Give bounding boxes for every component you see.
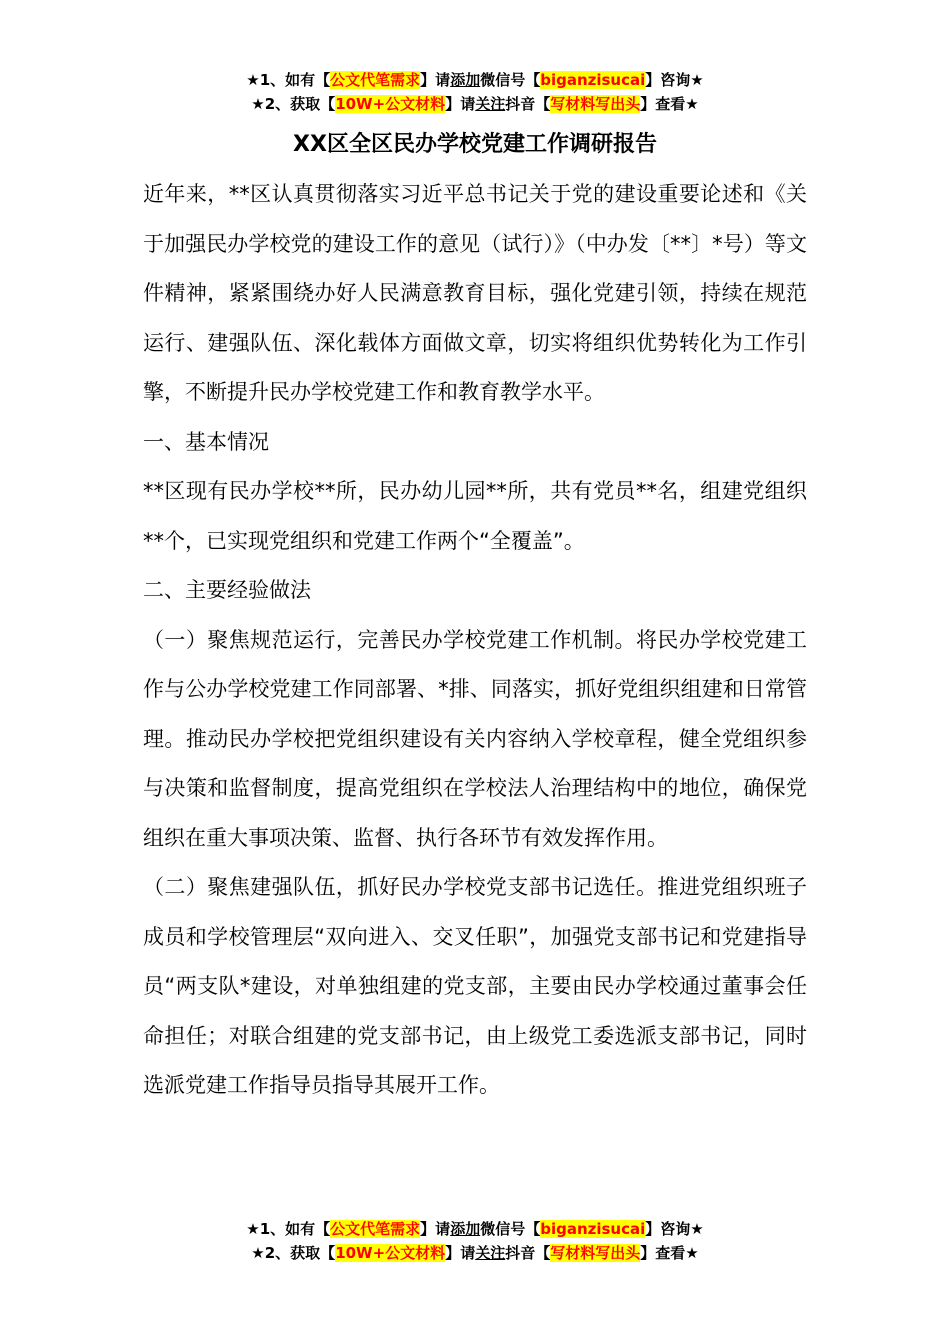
paragraph-basic-info: **区现有民办学校**所，民办幼儿园**所，共有党员**名，组建党组织**个，已实现党组织和党建工作两个“全覆盖”。 <box>143 479 807 553</box>
document-body <box>143 170 807 1111</box>
section-heading-basic: 一、基本情况 <box>143 429 269 454</box>
promo-highlight: 公文代笔需求 <box>330 71 421 89</box>
promo-banner-bottom <box>0 1217 950 1265</box>
promo-line-1: ★1、如有【公文代笔需求】请添加微信号【biganzisucai】咨询★ <box>246 71 704 89</box>
section-heading-experience: 二、主要经验做法 <box>143 578 311 602</box>
promo-wechat-id: biganzisucai <box>540 1220 646 1238</box>
promo-douyin-id: 写材料写出头 <box>550 95 641 113</box>
paragraph-intro: 近年来，**区认真贯彻落实习近平总书记关于党的建设重要论述和《关于加强民办学校党的建设工作的意见（试行）》（中办发〔**〕*号）等文件精神，紧紧围绕办好人民满意教育目标，强化党建引领，持续在规范运行、建强队伍、深化载体方面做文章，切实将组织优势转化为工作引擎，不断提升民办学校党建工作和教育教学水平。 <box>143 182 807 404</box>
paragraph-experience-2: （二）聚焦建强队伍，抓好民办学校党支部书记选任。推进党组织班子成员和学校管理层“双向进入、交叉任职”，加强党支部书记和党建指导员“两支队*建设，对单独组建的党支部，主要由民办学校通过董事会任命担任；对联合组建的党支部书记，由上级党工委选派支部书记，同时选派党建工作指导员指导其展开工作。 <box>143 875 807 1097</box>
promo-highlight: 10W+公文材料 <box>335 95 446 113</box>
promo-wechat-id: biganzisucai <box>540 71 646 89</box>
promo-highlight: 公文代笔需求 <box>330 1220 421 1238</box>
document-title: XX区全区民办学校党建工作调研报告 <box>293 132 657 157</box>
promo-line-1: ★1、如有【公文代笔需求】请添加微信号【biganzisucai】咨询★ <box>246 1220 704 1238</box>
promo-highlight: 10W+公文材料 <box>335 1244 446 1262</box>
promo-banner-top <box>0 68 950 116</box>
promo-line-2: ★2、获取【10W+公文材料】请关注抖音【写材料写出头】查看★ <box>251 95 699 113</box>
paragraph-experience-1: （一）聚焦规范运行，完善民办学校党建工作机制。将民办学校党建工作与公办学校党建工作同部署、*排、同落实，抓好党组织组建和日常管理。推动民办学校把党组织建设有关内容纳入学校章程，健全党组织参与决策和监督制度，提高党组织在学校法人治理结构中的地位，确保党组织在重大事项决策、监督、执行各环节有效发挥作用。 <box>143 627 807 850</box>
promo-line-2: ★2、获取【10W+公文材料】请关注抖音【写材料写出头】查看★ <box>251 1244 699 1262</box>
promo-douyin-id: 写材料写出头 <box>550 1244 641 1262</box>
